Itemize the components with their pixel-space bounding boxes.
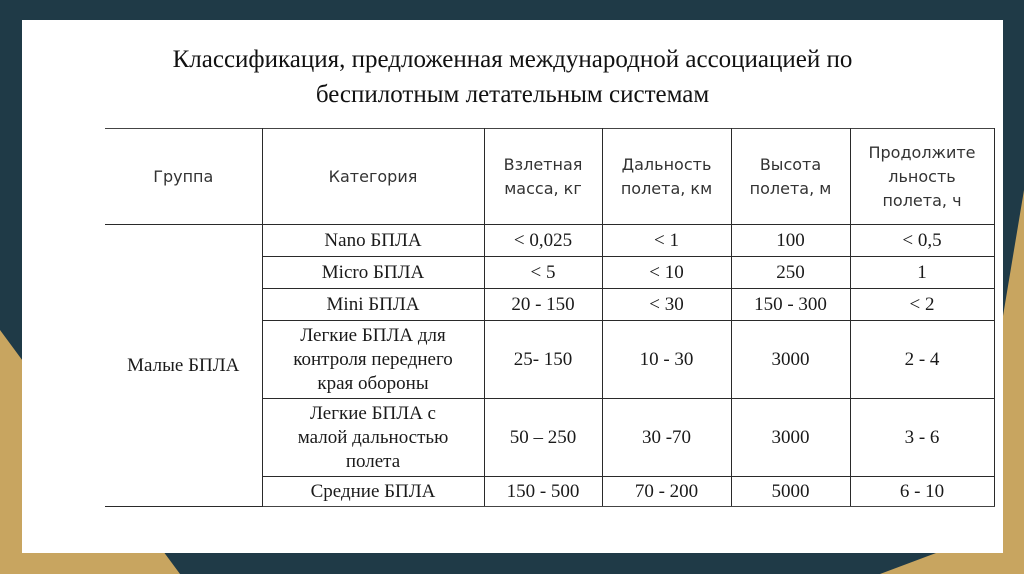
- table-header-row: [105, 129, 994, 225]
- duration-cell: 1: [850, 257, 994, 289]
- category-line: Mini БПЛА: [326, 293, 420, 315]
- header-line: Продолжите: [868, 142, 976, 162]
- duration-cell: 2 - 4: [850, 321, 994, 399]
- table-row: [105, 225, 994, 257]
- category-line: малой дальностью: [297, 426, 449, 448]
- duration-cell: 6 - 10: [850, 477, 994, 507]
- group-cell: Малые БПЛА: [105, 225, 262, 507]
- altitude-cell: 250: [731, 257, 850, 289]
- category-line: Nano БПЛА: [324, 229, 422, 251]
- range-cell: 10 - 30: [602, 321, 731, 399]
- category-line: Micro БПЛА: [321, 261, 425, 283]
- header-line: Категория: [328, 166, 418, 186]
- altitude-cell: 3000: [731, 321, 850, 399]
- header-category: [262, 129, 484, 225]
- altitude-cell: 5000: [731, 477, 850, 507]
- category-line: полета: [345, 450, 401, 472]
- header-duration: [850, 129, 994, 225]
- category-cell: [262, 321, 484, 399]
- mass-cell: 50 – 250: [484, 399, 602, 477]
- classification-table: [105, 128, 995, 507]
- header-altitude: [731, 129, 850, 225]
- category-line: контроля переднего: [293, 348, 453, 370]
- category-line: Средние БПЛА: [310, 480, 436, 502]
- mass-cell: 20 - 150: [484, 289, 602, 321]
- title-line-1: Классификация, предложенная международной ассоциацией по: [172, 46, 853, 73]
- mass-cell: < 5: [484, 257, 602, 289]
- slide-title: [22, 42, 1003, 112]
- altitude-cell: 150 - 300: [731, 289, 850, 321]
- header-line: полета, км: [620, 178, 713, 198]
- mass-cell: 25- 150: [484, 321, 602, 399]
- range-cell: < 1: [602, 225, 731, 257]
- category-cell: [262, 257, 484, 289]
- category-line: края обороны: [317, 372, 429, 394]
- altitude-cell: 100: [731, 225, 850, 257]
- header-line: полета, м: [749, 178, 832, 198]
- header-line: Группа: [153, 166, 214, 186]
- header-mass: [484, 129, 602, 225]
- header-line: масса, кг: [504, 178, 582, 198]
- range-cell: < 30: [602, 289, 731, 321]
- category-cell: [262, 399, 484, 477]
- duration-cell: 3 - 6: [850, 399, 994, 477]
- header-line: Дальность: [621, 154, 712, 174]
- category-line: Легкие БПЛА для: [300, 324, 446, 346]
- header-line: Высота: [759, 154, 822, 174]
- mass-cell: < 0,025: [484, 225, 602, 257]
- range-cell: < 10: [602, 257, 731, 289]
- range-cell: 70 - 200: [602, 477, 731, 507]
- duration-cell: < 2: [850, 289, 994, 321]
- altitude-cell: 3000: [731, 399, 850, 477]
- range-cell: 30 -70: [602, 399, 731, 477]
- header-range: [602, 129, 731, 225]
- header-group: [105, 129, 262, 225]
- category-cell: [262, 477, 484, 507]
- title-line-2: беспилотным летательным системам: [315, 81, 710, 108]
- header-line: Взлетная: [503, 154, 583, 174]
- category-line: Легкие БПЛА с: [310, 402, 436, 424]
- duration-cell: < 0,5: [850, 225, 994, 257]
- header-line: льность: [888, 166, 956, 186]
- category-cell: [262, 225, 484, 257]
- slide: [22, 20, 1003, 553]
- header-line: полета, ч: [882, 190, 962, 210]
- category-cell: [262, 289, 484, 321]
- mass-cell: 150 - 500: [484, 477, 602, 507]
